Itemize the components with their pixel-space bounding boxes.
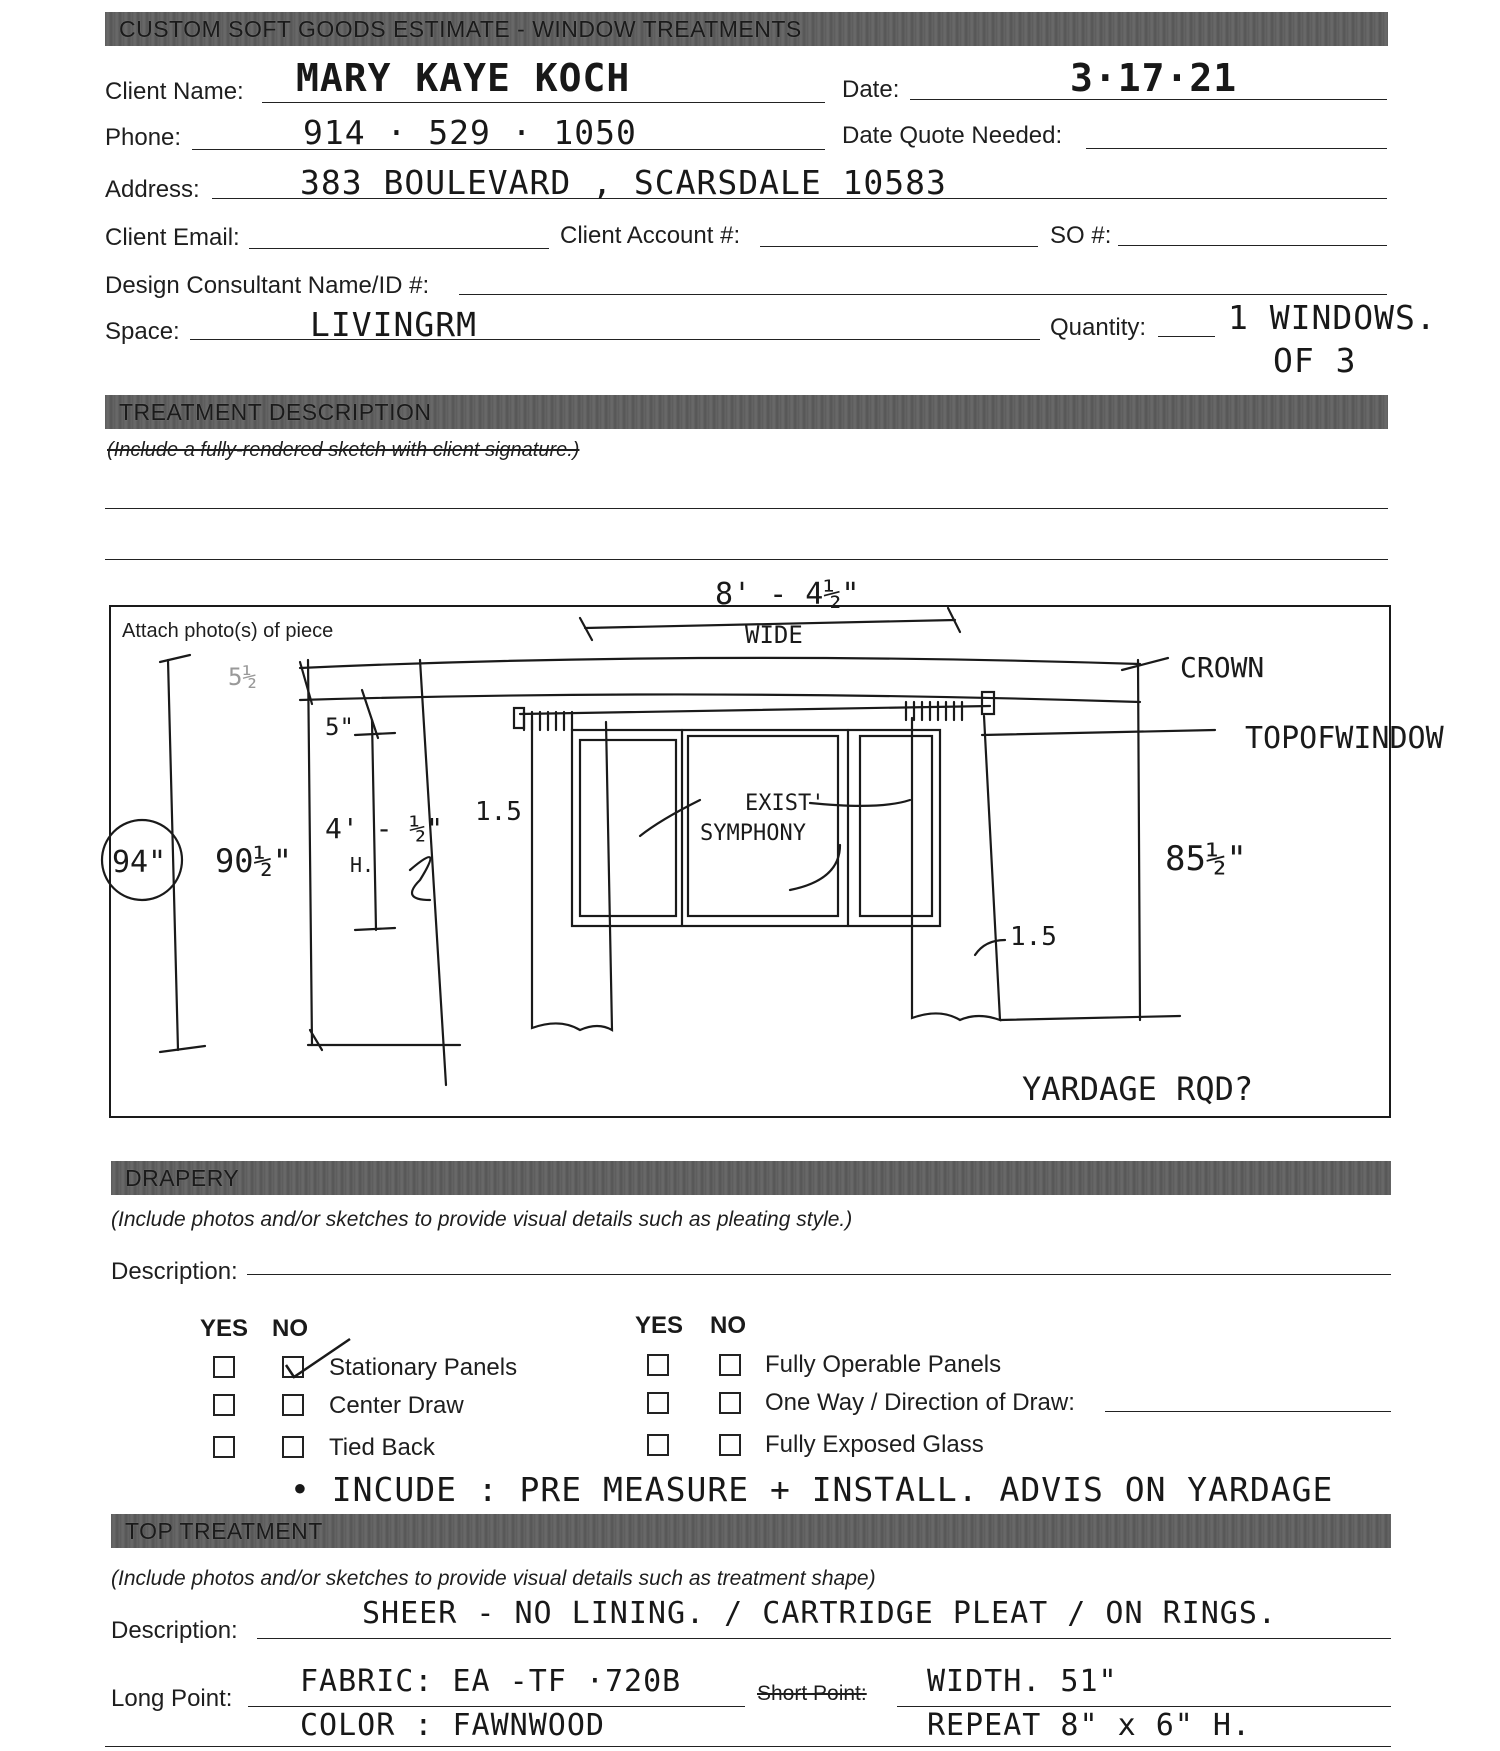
- fully-operable-no-checkbox[interactable]: [719, 1354, 741, 1376]
- sketch-height-1: 90½": [215, 842, 293, 880]
- short-point-value-2[interactable]: REPEAT 8" x 6" H.: [927, 1708, 1252, 1743]
- tied-back-no-checkbox[interactable]: [282, 1436, 304, 1458]
- long-point-label: Long Point:: [111, 1685, 233, 1712]
- phone-label: Phone:: [105, 124, 182, 151]
- sketch-return-left: 1.5: [475, 797, 522, 827]
- sketch-yardage: YARDAGE RQD?: [1022, 1070, 1254, 1108]
- top-treatment-description-line: [257, 1638, 1391, 1639]
- address-value[interactable]: 383 BOULEVARD , SCARSDALE 10583: [300, 163, 947, 202]
- right-floor-line: [1000, 1016, 1180, 1020]
- drapery-bar: [111, 1161, 1391, 1195]
- one-way-yes-checkbox[interactable]: [647, 1392, 669, 1414]
- sketch-panel-drop-h: H.: [350, 853, 375, 877]
- crown-top-line: [300, 658, 1140, 668]
- client-account-label: Client Account #:: [560, 222, 741, 249]
- photo-label: Attach photo(s) of piece: [122, 620, 334, 642]
- quantity-label: Quantity:: [1050, 314, 1147, 341]
- drapery-heading: DRAPERY: [125, 1165, 240, 1191]
- existing-arrow-left: [640, 800, 700, 836]
- drapery-note: (Include photos and/or sketches to provide visual details such as pleating style.): [111, 1208, 853, 1231]
- tied-back-yes-checkbox[interactable]: [213, 1436, 235, 1458]
- center-draw-yes-checkbox[interactable]: [213, 1394, 235, 1416]
- sketch-panel-drop: 4' - ½": [325, 812, 444, 845]
- sketch-top-gap: 5": [325, 713, 354, 741]
- rod-finial-left: [514, 708, 524, 728]
- date-value[interactable]: 3·17·21: [1070, 56, 1238, 100]
- crown-bottom-line: [300, 694, 1140, 702]
- center-draw-label: Center Draw: [329, 1392, 464, 1419]
- right-drapery-panel: [912, 716, 1000, 1020]
- top-treatment-description-label: Description:: [111, 1617, 238, 1644]
- fully-exposed-yes-checkbox[interactable]: [647, 1434, 669, 1456]
- sketch-soffit: 5½: [228, 663, 257, 691]
- fully-exposed-no-checkbox[interactable]: [719, 1434, 741, 1456]
- yes-column-left: YES: [200, 1315, 249, 1342]
- space-value[interactable]: LIVINGRM: [310, 305, 477, 344]
- sketch-right-height: 85½": [1165, 839, 1247, 879]
- center-draw-no-checkbox[interactable]: [282, 1394, 304, 1416]
- form-title: CUSTOM SOFT GOODS ESTIMATE - WINDOW TREATMENTS: [119, 16, 802, 42]
- top-treatment-note: (Include photos and/or sketches to provide visual details such as treatment shape): [111, 1567, 876, 1590]
- tied-back-label: Tied Back: [329, 1434, 435, 1461]
- top-treatment-description-value[interactable]: SHEER - NO LINING. / CARTRIDGE PLEAT / ON RINGS.: [362, 1596, 1277, 1631]
- sketch-existing-2: SYMPHONY: [700, 821, 806, 846]
- drapery-description-line: [247, 1274, 1391, 1275]
- sketch-return-right: 1.5: [1010, 922, 1057, 952]
- short-point-line: [897, 1706, 1391, 1707]
- no-column-left: NO: [272, 1315, 308, 1342]
- phone-value[interactable]: 914 · 529 · 1050: [303, 113, 637, 152]
- sketch-total-height: 94": [112, 845, 167, 880]
- short-point-label: Short Point:: [757, 1682, 867, 1705]
- quantity-value-2[interactable]: OF 3: [1273, 341, 1357, 380]
- stationary-panels-yes-checkbox[interactable]: [213, 1356, 235, 1378]
- space-label: Space:: [105, 318, 180, 345]
- curtain-rod: [520, 706, 990, 714]
- fully-operable-label: Fully Operable Panels: [765, 1351, 1002, 1378]
- rod-finial-right: [982, 692, 994, 714]
- treatment-note: (Include a fully-rendered sketch with client signature.): [107, 439, 580, 461]
- so-number-label: SO #:: [1050, 222, 1112, 249]
- top-treatment-heading: TOP TREATMENT: [125, 1518, 323, 1544]
- sketch-existing-1: EXIST': [745, 791, 825, 816]
- quantity-value[interactable]: 1 WINDOWS.: [1228, 298, 1437, 337]
- sketch-crown-label: CROWN: [1180, 651, 1265, 684]
- address-label: Address:: [105, 176, 200, 203]
- one-way-no-checkbox[interactable]: [719, 1392, 741, 1414]
- fully-operable-yes-checkbox[interactable]: [647, 1354, 669, 1376]
- right-wall-line: [1138, 660, 1140, 1020]
- date-label: Date:: [842, 76, 900, 103]
- fully-exposed-label: Fully Exposed Glass: [765, 1431, 984, 1458]
- yes-column-right: YES: [635, 1312, 684, 1339]
- long-point-value-2[interactable]: COLOR : FAWNWOOD: [300, 1708, 605, 1743]
- long-point-value[interactable]: FABRIC: EA -TF ·720B: [300, 1664, 682, 1699]
- left-wall-line: [308, 660, 312, 1045]
- stationary-panels-label: Stationary Panels: [329, 1354, 518, 1381]
- one-way-label: One Way / Direction of Draw:: [765, 1389, 1075, 1416]
- top-treatment-bar: [111, 1514, 1391, 1548]
- direction-of-draw-line: [1105, 1411, 1391, 1412]
- no-column-right: NO: [710, 1312, 746, 1339]
- top-of-window-line: [982, 730, 1215, 735]
- date-quote-label: Date Quote Needed:: [842, 122, 1063, 149]
- drapery-description-label: Description:: [111, 1258, 238, 1285]
- short-point-value[interactable]: WIDTH. 51": [927, 1664, 1118, 1699]
- drapery-handwritten-note: • INCUDE : PRE MEASURE + INSTALL. ADVIS ON YARDAGE: [290, 1470, 1334, 1509]
- client-email-label: Client Email:: [105, 224, 240, 251]
- sketch-width-value: 8' - 4½": [715, 577, 860, 612]
- sketch-top-of-window-label: TOPOFWINDOW: [1245, 721, 1444, 756]
- long-point-line: [248, 1706, 745, 1707]
- sketch-width-word: WIDE: [745, 621, 803, 649]
- total-height-line: [168, 660, 178, 1050]
- client-name-label: Client Name:: [105, 78, 244, 105]
- treatment-description-heading: TREATMENT DESCRIPTION: [119, 399, 432, 425]
- design-consultant-label: Design Consultant Name/ID #:: [105, 272, 430, 299]
- bottom-line: [105, 1746, 1391, 1747]
- client-name-value[interactable]: MARY KAYE KOCH: [296, 56, 631, 100]
